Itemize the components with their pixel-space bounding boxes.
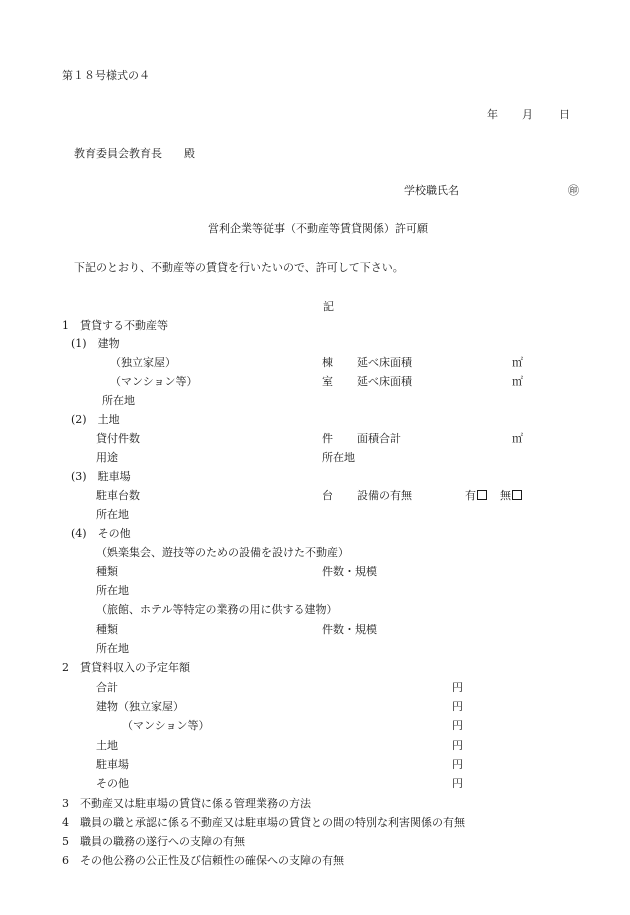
- section-2-heading: 2 賃貸料収入の予定年額: [62, 661, 190, 674]
- house-unit: 棟: [322, 356, 333, 369]
- entertainment-scale-label: 件数・規模: [322, 565, 377, 578]
- parking-facility-label: 設備の有無: [357, 489, 412, 502]
- income-parking-yen: 円: [452, 758, 463, 771]
- ki-heading: 記: [323, 300, 334, 313]
- section-4-heading: 4 職員の職と承認に係る不動産又は駐車場の賃貸との間の特別な利害関係の有無: [62, 816, 465, 829]
- section-6-heading: 6 その他公務の公正性及び信頼性の確保への支障の有無: [62, 854, 344, 867]
- section-1-heading: 1 賃貸する不動産等: [62, 319, 168, 332]
- seal-mark: ㊞: [568, 184, 579, 197]
- hotel-location: 所在地: [96, 642, 129, 655]
- house-area-label: 延べ床面積: [357, 356, 412, 369]
- income-house-label: 建物（独立家屋）: [96, 700, 184, 713]
- addressee: 教育委員会教育長 殿: [74, 147, 195, 160]
- date-month: 月: [522, 108, 533, 121]
- date-year: 年: [487, 108, 498, 121]
- facility-no-label: 無: [500, 489, 511, 502]
- income-mansion-yen: 円: [452, 719, 463, 732]
- income-land-yen: 円: [452, 739, 463, 752]
- building-heading: (1) 建物: [71, 337, 120, 350]
- section-3-heading: 3 不動産又は駐車場の賃貸に係る管理業務の方法: [62, 797, 311, 810]
- facility-no-checkbox[interactable]: [512, 490, 522, 500]
- facility-yes-option[interactable]: [465, 489, 487, 503]
- document-title: 営利企業等従事（不動産等賃貸関係）許可願: [208, 222, 428, 235]
- hotel-scale-label: 件数・規模: [322, 623, 377, 636]
- facility-yes-label: 有: [465, 489, 476, 502]
- land-heading: (2) 土地: [71, 413, 120, 426]
- income-parking-label: 駐車場: [96, 758, 129, 771]
- form-number: 第１８号様式の４: [62, 69, 150, 82]
- mansion-label: （マンション等）: [110, 375, 198, 388]
- date-day: 日: [559, 108, 570, 121]
- income-total-yen: 円: [452, 681, 463, 694]
- mansion-unit: 室: [322, 375, 333, 388]
- parking-count-label: 駐車台数: [96, 489, 140, 502]
- section-5-heading: 5 職員の職務の遂行への支障の有無: [62, 835, 245, 848]
- land-count-unit: 件: [322, 432, 333, 445]
- land-location: 所在地: [322, 451, 355, 464]
- entertainment-location: 所在地: [96, 584, 129, 597]
- parking-heading: (3) 駐車場: [71, 470, 131, 483]
- hotel-note: （旅館、ホテル等特定の業務の用に供する建物）: [96, 603, 338, 616]
- land-use-label: 用途: [96, 451, 118, 464]
- income-mansion-label: （マンション等）: [122, 719, 210, 732]
- other-heading: (4) その他: [71, 527, 131, 540]
- building-location: 所在地: [102, 394, 135, 407]
- entertainment-kind-label: 種類: [96, 565, 118, 578]
- income-house-yen: 円: [452, 700, 463, 713]
- house-label: （独立家屋）: [110, 356, 176, 369]
- land-area-label: 面積合計: [357, 432, 401, 445]
- mansion-area-unit: ㎡: [512, 375, 523, 388]
- mansion-area-label: 延べ床面積: [357, 375, 412, 388]
- income-land-label: 土地: [96, 739, 118, 752]
- hotel-kind-label: 種類: [96, 623, 118, 636]
- intro-text: 下記のとおり、不動産等の賃貸を行いたいので、許可して下さい。: [74, 261, 404, 274]
- parking-location: 所在地: [96, 508, 129, 521]
- applicant-label: 学校職氏名: [404, 184, 459, 197]
- income-other-yen: 円: [452, 777, 463, 790]
- entertainment-note: （娯楽集会、遊技等のための設備を設けた不動産）: [96, 546, 349, 559]
- house-area-unit: ㎡: [512, 356, 523, 369]
- land-count-label: 貸付件数: [96, 432, 140, 445]
- income-total-label: 合計: [96, 681, 118, 694]
- facility-no-option[interactable]: [500, 489, 522, 503]
- facility-yes-checkbox[interactable]: [477, 490, 487, 500]
- parking-count-unit: 台: [322, 489, 333, 502]
- land-area-unit: ㎡: [512, 432, 523, 445]
- income-other-label: その他: [96, 777, 129, 790]
